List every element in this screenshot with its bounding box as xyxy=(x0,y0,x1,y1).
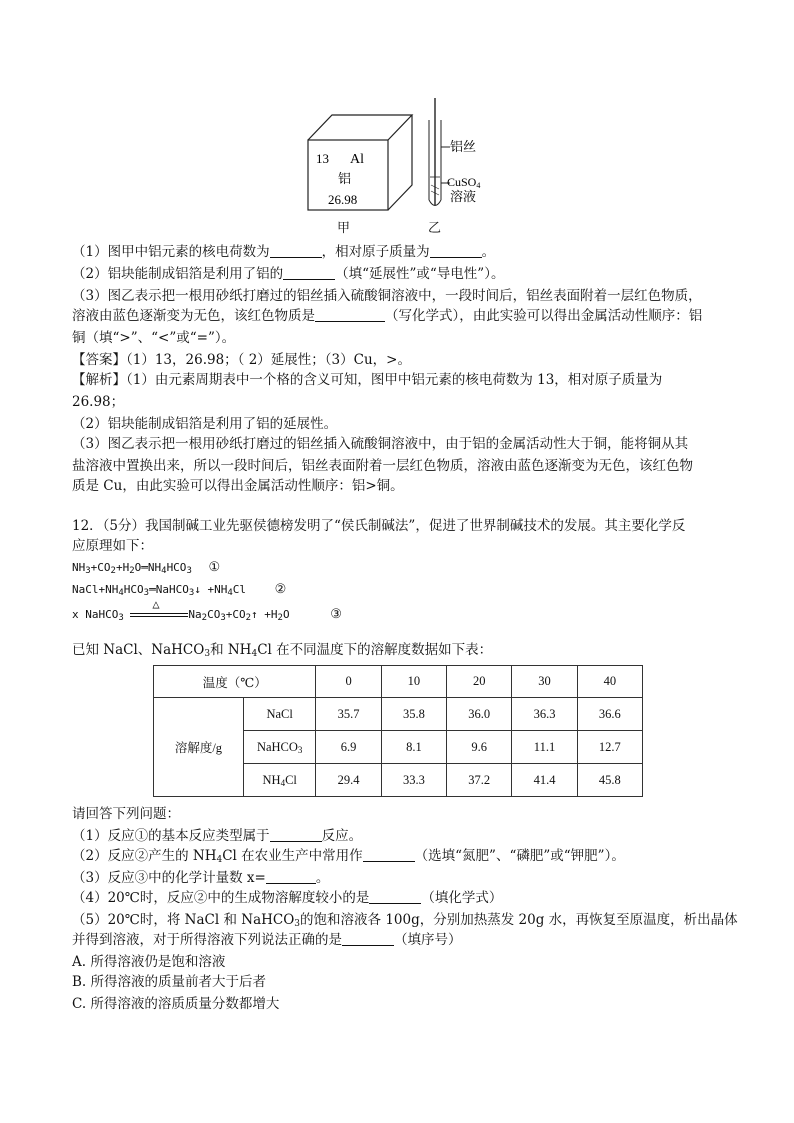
blank-formula[interactable] xyxy=(369,889,421,904)
q12-sub-4: （4）20℃时，反应②中的生成物溶解度较小的是 （填化学式） xyxy=(72,890,503,906)
blank-fertilizer[interactable] xyxy=(363,847,415,862)
q12-ask: 请回答下列问题： xyxy=(72,806,180,822)
cube-atomic-number: 13 xyxy=(316,151,329,166)
table-cell: 8.1 xyxy=(381,731,446,764)
caption-yi: 乙 xyxy=(428,221,442,236)
row-name-nahco3: NaHCO$_3$ xyxy=(243,731,316,764)
temp-20: 20 xyxy=(447,666,512,698)
option-a: A. 所得溶液仍是饱和溶液 xyxy=(72,954,226,970)
table-cell: 35.7 xyxy=(316,698,381,731)
option-b: B. 所得溶液的质量前者大于后者 xyxy=(72,974,267,990)
q12-sub-3: （3）反应③中的化学计量数 x= 。 xyxy=(72,870,330,886)
table-cell: 6.9 xyxy=(316,731,381,764)
solution-formula: CuSO4 xyxy=(447,175,481,190)
q12-sub-5-cont: 并得到溶液，对于所得溶液下列说法正确的是 （填序号） xyxy=(72,932,462,948)
table-cell: 11.1 xyxy=(512,731,577,764)
q11-analysis-1: 【解析】（1）由元素周期表中一个格的含义可知，图甲中铝元素的核电荷数为 13，相对原子质量为 xyxy=(72,372,663,388)
row-name-nh4cl: $NH_4Cl$ xyxy=(243,764,316,797)
table-cell: 41.4 xyxy=(512,764,577,797)
row-name-nacl: NaCl xyxy=(243,698,316,731)
q12-sub-2: （2）反应②产生的 $NH_4Cl$ 在农业生产中常用作 （选填“氮肥”、“磷肥”或“钾肥”）。 xyxy=(72,848,625,865)
temp-0: 0 xyxy=(316,666,381,698)
cube-symbol: Al xyxy=(350,152,364,167)
blank-charge[interactable] xyxy=(270,243,322,258)
blank-reaction-type[interactable] xyxy=(270,827,322,842)
equation-1: $NH_3+CO_2+H_2O═NH_4HCO_3$ ① xyxy=(72,560,221,576)
cube-element-name: 铝 xyxy=(338,172,352,187)
solution-label: 溶液 xyxy=(450,190,477,205)
heat-condition: △ xyxy=(152,597,160,611)
q11-analysis-6: 质是 Cu，由此实验可以得出金属活动性顺序：铝>铜。 xyxy=(72,478,404,494)
q12-sub-5: （5）20℃时，将 NaCl 和 NaHCO$_3$的饱和溶液各 100g，分别加热蒸发 20g 水，再恢复至原温度，析出晶体 xyxy=(72,912,738,929)
temp-40: 40 xyxy=(577,666,642,698)
q12-known: 已知 NaCl、NaHCO$_3$和 $NH_4Cl$ 在不同温度下的溶解度数据如下表： xyxy=(72,642,493,659)
blank-coefficient[interactable] xyxy=(266,869,316,884)
table-cell: 36.0 xyxy=(447,698,512,731)
blank-mass[interactable] xyxy=(430,243,482,258)
q11-analysis-5: 盐溶液中置换出来，所以一段时间后，铝丝表面附着一层红色物质，溶液由蓝色逐渐变为无色，该红色物 xyxy=(72,458,693,474)
table-cell: 29.4 xyxy=(316,764,381,797)
q12-sub-1: （1）反应①的基本反应类型属于 反应。 xyxy=(72,828,363,844)
solubility-table xyxy=(153,665,643,797)
caption-jia: 甲 xyxy=(337,221,351,236)
q11-analysis-2: 26.98； xyxy=(72,394,125,410)
q11-line-3: （3）图乙表示把一根用砂纸打磨过的铝丝插入硫酸铜溶液中，一段时间后，铝丝表面附着一层红色物质， xyxy=(72,288,702,304)
table-cell: 35.8 xyxy=(381,698,446,731)
table-cell: 12.7 xyxy=(577,731,642,764)
table-cell: 37.2 xyxy=(447,764,512,797)
table-cell: 9.6 xyxy=(447,731,512,764)
blank-property[interactable] xyxy=(283,265,335,280)
temp-10: 10 xyxy=(381,666,446,698)
equation-3: x NaHCO$_3$ △ $Na_2CO_3+CO_2↑ +H_2O$ ③ xyxy=(72,597,342,623)
q11-line-4: 溶液由蓝色逐渐变为无色，该红色物质是 （写化学式），由此实验可以得出金属活动性顺序：铝 xyxy=(72,308,703,324)
q11-analysis-4: （3）图乙表示把一根用砂纸打磨过的铝丝插入硫酸铜溶液中，由于铝的金属活动性大于铜，能将铜从其 xyxy=(72,436,689,452)
q12-intro-1: 12．（5分）我国制碱工业先驱侯德榜发明了“侯氏制碱法”，促进了世界制碱技术的发展。其主要化学反 xyxy=(72,518,686,534)
wire-label: 铝丝 xyxy=(450,140,477,155)
table-cell: 36.6 xyxy=(577,698,642,731)
row-group-label: 溶解度/g xyxy=(154,698,244,797)
blank-option[interactable] xyxy=(342,931,394,946)
q11-line-2: （2）铝块能制成铝箔是利用了铝的 （填“延展性”或“导电性”）。 xyxy=(72,266,505,282)
q11-line-1: （1）图甲中铝元素的核电荷数为 ，相对原子质量为 。 xyxy=(72,244,496,260)
q11-answer: 【答案】（1）13，26.98；（ 2）延展性；（3）Cu，>。 xyxy=(72,352,411,368)
test-tube-icon xyxy=(429,98,450,206)
figure-illustration xyxy=(300,95,500,235)
q12-intro-2: 应原理如下： xyxy=(72,538,153,554)
cube-atomic-mass: 26.98 xyxy=(328,192,358,207)
table-header-temp: 温度（℃） xyxy=(154,666,316,698)
option-c: C. 所得溶液的溶质质量分数都增大 xyxy=(72,996,280,1012)
q11-analysis-3: （2）铝块能制成铝箔是利用了铝的延展性。 xyxy=(72,416,338,432)
q11-line-5: 铜（填“>”、“<”或“=”）。 xyxy=(72,330,236,346)
equation-2: $NaCl+NH_4HCO_3═NaHCO_3↓ +NH_4Cl$ ② xyxy=(72,582,287,598)
table-cell: 36.3 xyxy=(512,698,577,731)
temp-30: 30 xyxy=(512,666,577,698)
blank-red-substance[interactable] xyxy=(315,307,385,322)
table-cell: 33.3 xyxy=(381,764,446,797)
table-cell: 45.8 xyxy=(577,764,642,797)
